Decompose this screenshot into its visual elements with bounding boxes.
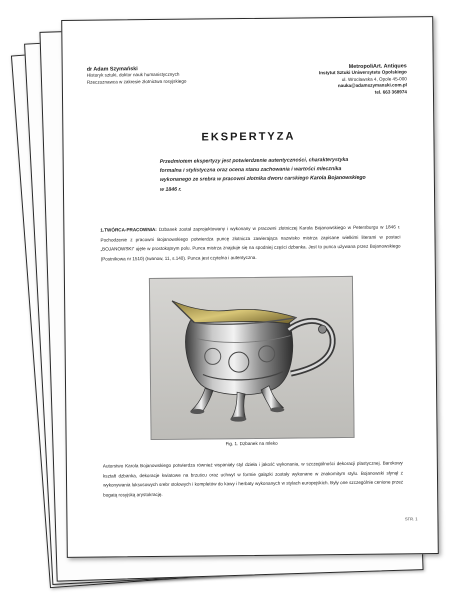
page-number: STR. 1 <box>404 516 418 522</box>
organization-header <box>277 63 407 96</box>
intro-text: Przedmiotem ekspertyzy jest potwierdzenie autentyczności, charakterystyka formalna i stylistyczna oraz ocena stanu zachowania i wartości mlecznika wykonanego ze srebra w pracowni złotnika dworu carskiego <box>159 156 349 184</box>
section-2-paragraph: Autorstwo Karola Bojanowskiego potwierdza również wspaniały styl dzieła i jakość wykonania, w szczególności dekoracji plastycznej. Barokowy kształt dzbanka, dekoracje kwiatowe na brzuścu oraz uchwyt w formie gałązki zostały wykonane w znakomitym stylu. Bojanowski słynął z wykonywania luksusowych srebr stołowych i kompletów do kawy i herbaty wykonanych w stylach europejskich. Były one szczególnie cenione przez bogatą rosyjską arystokrację. <box>102 460 404 498</box>
document-title: EKSPERTYZA <box>201 130 296 144</box>
author-header <box>87 65 257 86</box>
document-page <box>61 16 439 558</box>
author-role: Rzeczoznawca w zakresie złotnictwa rosyjskiego <box>86 78 187 85</box>
author-title: Historyk sztuki, doktor nauk humanistycznych <box>86 72 180 79</box>
organization-address: ul. Wrocławska 4, Opole 45-000 <box>341 76 407 82</box>
section-1-heading: 1.TWÓRCA-PRACOWNIA: <box>100 226 157 233</box>
organization-institute: Instytut Sztuki Uniwersytetu Opolskiego <box>318 69 407 76</box>
author-name: dr Adam Szymański <box>86 66 138 73</box>
intro-year: w 1846 r. <box>159 186 182 193</box>
silver-creamer-photo <box>149 276 355 440</box>
organization-email: nauka@adamszymanski.com.pl <box>337 82 407 89</box>
organization-name: MetropoliArt. Antiques <box>348 63 407 70</box>
figure-caption: Fig. 1. Dzbanek na mleko <box>225 440 278 447</box>
section-1-text: Dzbanek został zaprojektowany i wykonany w pracowni złotniczej Karola Bojanowskiego w Petersburgu w 1846 r. Pochodzenie z pracowni Bojanowskiego potwierdza puncę złotnicza zawierająca nazwisko mistrza zapisane wielkimi literami w postaci „BOJANOWSKI” ujęte w prostokątnym polu. Punca mistrza znajduje się na spodniej części dzbanka. Jest to punca używana przez Bojanowskiego (Postnikowa nr 1510) (Iwanow, 11, s.140). Punca jest czytelna i autentyczna. <box>100 224 401 262</box>
section-1-paragraph <box>100 222 400 264</box>
intro-paragraph <box>160 156 370 195</box>
intro-maker: Karola Bojanowskiego <box>310 175 366 182</box>
organization-phone: tel. 663 368974 <box>374 88 407 95</box>
